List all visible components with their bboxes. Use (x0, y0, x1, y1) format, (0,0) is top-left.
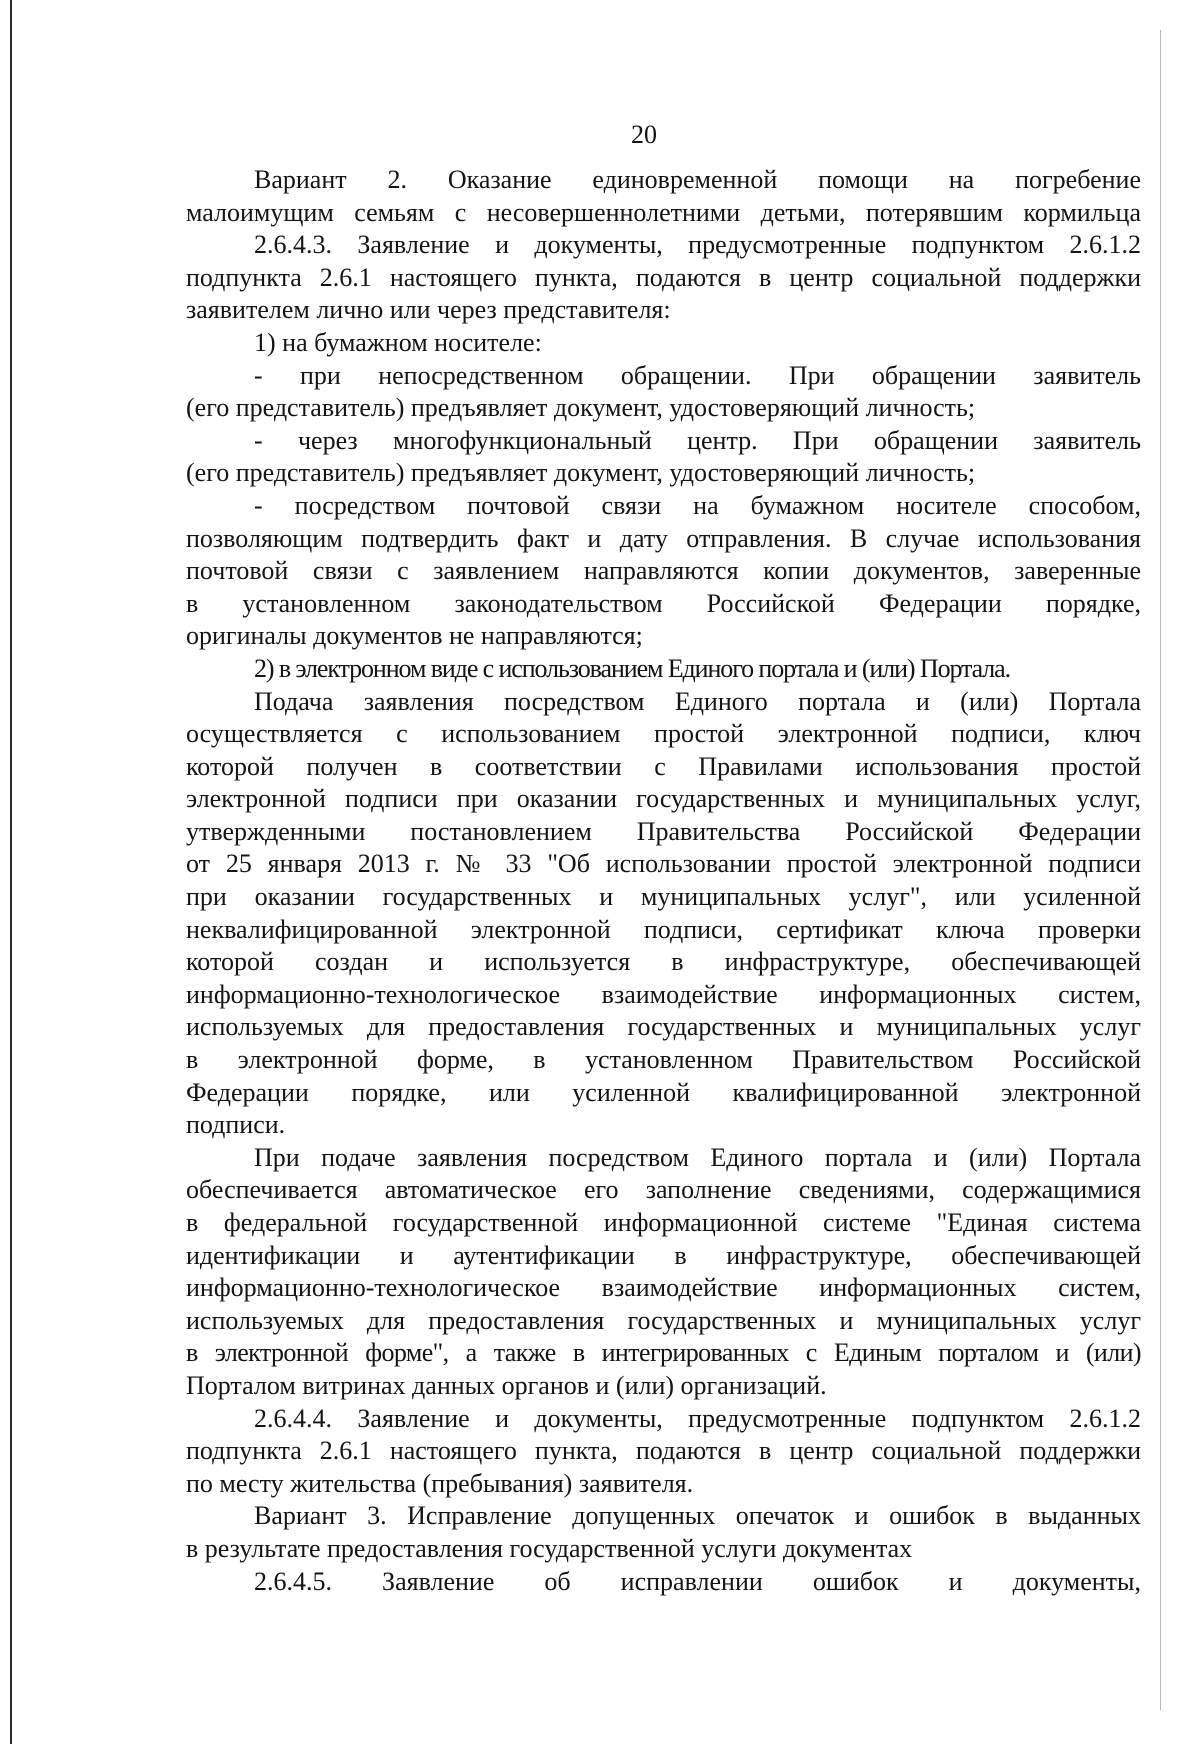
text-line: в электронной форме, в установленном Правительством Российской (186, 1045, 1141, 1075)
scan-edge-left (10, 0, 12, 1744)
text-line: При подаче заявления посредством Единого портала и (или) Портала (254, 1142, 1141, 1172)
text-line: обеспечивается автоматическое его заполнение сведениями, содержащимися (186, 1175, 1141, 1205)
text-line: информационно-технологическое взаимодействие информационных систем, (186, 979, 1141, 1009)
text-line: Федерации порядке, или усиленной квалифицированной электронной (186, 1077, 1141, 1107)
text-line: в электронной форме", а также в интегрированных с Единым порталом и (или) (186, 1338, 1141, 1368)
text-line: подписи. (186, 1110, 286, 1140)
text-line: подпункта 2.6.1 настоящего пункта, подаются в центр социальной поддержки (186, 1436, 1141, 1466)
text-line: Вариант 2. Оказание единовременной помощи на погребение (254, 165, 1141, 194)
text-line: электронной подписи при оказании государственных и муниципальных услуг, (186, 784, 1141, 814)
document-body (186, 164, 1141, 1598)
text-line: 1) на бумажном носителе: (254, 327, 542, 357)
text-line: которой создан и используется в инфраструктуре, обеспечивающей (186, 947, 1141, 977)
text-line: позволяющим подтвердить факт и дату отправления. В случае использования (186, 523, 1141, 553)
page-number: 20 (631, 120, 657, 149)
text-line: заявителем лично или через представителя: (186, 295, 671, 325)
text-line: от 25 января 2013 г. № 33 "Об использовании простой электронной подписи (186, 849, 1141, 879)
text-line: в результате предоставления государственной услуги документах (186, 1533, 913, 1563)
text-line: 2.6.4.4. Заявление и документы, предусмотренные подпунктом 2.6.1.2 (254, 1403, 1141, 1433)
text-line: идентификации и аутентификации в инфраструктуре, обеспечивающей (186, 1240, 1141, 1270)
text-line: при оказании государственных и муниципальных услуг", или усиленной (186, 882, 1141, 912)
text-line: 2.6.4.3. Заявление и документы, предусмотренные подпунктом 2.6.1.2 (254, 230, 1141, 260)
text-line: осуществляется с использованием простой электронной подписи, ключ (186, 719, 1141, 749)
text-line: 2) в электронном виде с использованием Единого портала и (или) Портала. (254, 653, 1010, 683)
text-line: малоимущим семьям с несовершеннолетними детьми, потерявшим кормильца (186, 197, 1141, 227)
text-line: утвержденными постановлением Правительства Российской Федерации (186, 816, 1141, 846)
text-line: Вариант 3. Исправление допущенных опечаток и ошибок в выданных (254, 1501, 1141, 1531)
text-line: неквалифицированной электронной подписи, сертификат ключа проверки (186, 914, 1141, 944)
text-line: в установленном законодательством Российской Федерации порядке, (186, 588, 1141, 618)
text-line: информационно-технологическое взаимодействие информационных систем, (186, 1273, 1141, 1303)
text-line: (его представитель) предъявляет документ, удостоверяющий личность; (186, 458, 976, 488)
scan-edge-right (1160, 30, 1161, 1710)
text-line: (его представитель) предъявляет документ, удостоверяющий личность; (186, 393, 976, 423)
text-line: подпункта 2.6.1 настоящего пункта, подаются в центр социальной поддержки (186, 262, 1141, 292)
text-line: которой получен в соответствии с Правилами использования простой (186, 751, 1141, 781)
text-line: используемых для предоставления государственных и муниципальных услуг (186, 1012, 1141, 1042)
text-line: - при непосредственном обращении. При обращении заявитель (254, 360, 1141, 390)
text-line: Подача заявления посредством Единого портала и (или) Портала (254, 686, 1141, 716)
text-line: - через многофункциональный центр. При обращении заявитель (254, 425, 1141, 455)
text-line: используемых для предоставления государственных и муниципальных услуг (186, 1305, 1141, 1335)
text-line: почтовой связи с заявлением направляются копии документов, заверенные (186, 556, 1141, 586)
text-line: Порталом витринах данных органов и (или) организаций. (186, 1370, 827, 1400)
text-line: по месту жительства (пребывания) заявителя. (186, 1468, 694, 1498)
text-line: - посредством почтовой связи на бумажном носителе способом, (254, 490, 1141, 520)
text-line: оригиналы документов не направляются; (186, 621, 643, 651)
text-line: 2.6.4.5. Заявление об исправлении ошибок и документы, (254, 1566, 1141, 1596)
text-line: в федеральной государственной информационной системе "Единая система (186, 1208, 1141, 1237)
